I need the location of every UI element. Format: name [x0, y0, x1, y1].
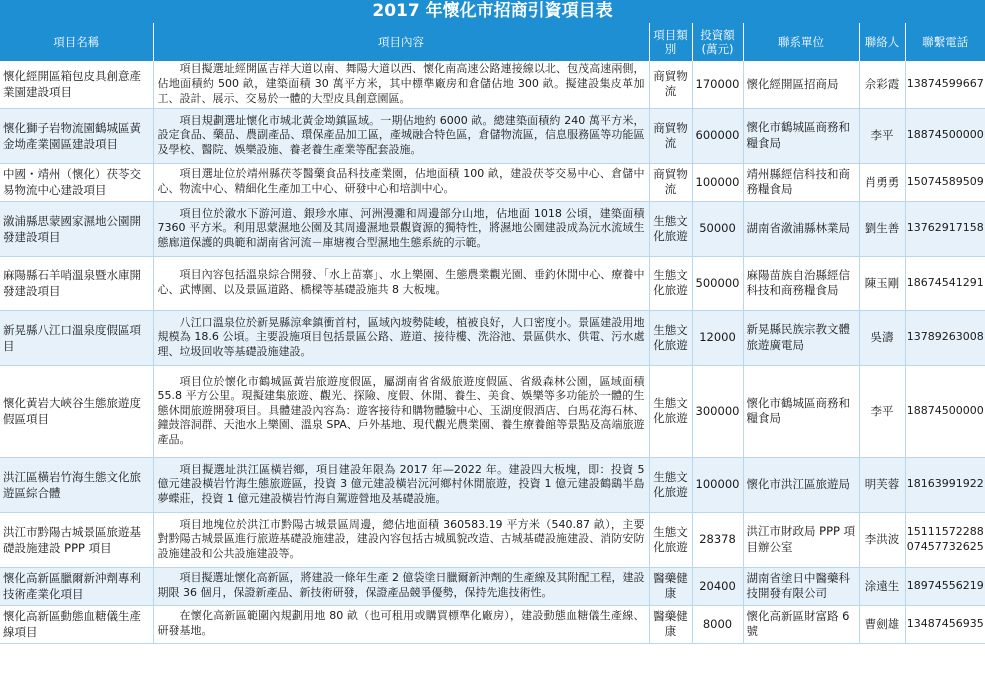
contact-unit: 懷化市鶴城區商務和糧食局	[743, 108, 859, 163]
table-row	[0, 108, 985, 163]
projects-table	[0, 23, 985, 644]
contact-phone: 18163991922	[905, 457, 985, 512]
project-amount: 500000	[692, 256, 743, 310]
contact-phone: 18674541291	[905, 256, 985, 310]
project-amount: 300000	[692, 365, 743, 457]
project-category: 生態文化旅遊	[649, 365, 692, 457]
project-amount: 170000	[692, 61, 743, 108]
project-content: 項目內容包括溫泉綜合開發、「水上苗寨」、水上樂園、生態農業觀光園、垂釣休閒中心、療養中心、武博園、以及景區道路、橋樑等基礎設施共 8 大板塊。	[153, 256, 649, 310]
header-category: 項目類別	[649, 23, 692, 61]
contact-phone: 18974556219	[905, 567, 985, 605]
contact-unit: 懷化經開區招商局	[743, 61, 859, 108]
contact-person: 劉生善	[859, 201, 905, 256]
project-content: 項目擬選址經開區吉祥大道以南、舞陽大道以西、懷化南高速公路連接線以北、包茂高速兩側，佔地面積約 500 畝，建築面積 30 萬平方米，其中標準廠房和倉儲佔地 300 畝。擬建設集皮革加工、設計、展示、交易於一體的大型皮具創意園區。	[153, 61, 649, 108]
project-category: 商貿物流	[649, 61, 692, 108]
project-name: 洪江區橫岩竹海生態文化旅遊區綜合體	[0, 457, 153, 512]
header-name: 項目名稱	[0, 23, 153, 61]
contact-unit: 麻陽苗族自治縣經信科技和商務糧食局	[743, 256, 859, 310]
project-category: 醫藥健康	[649, 605, 692, 643]
contact-phone: 18874500000	[905, 108, 985, 163]
header-unit: 聯系單位	[743, 23, 859, 61]
project-category: 商貿物流	[649, 108, 692, 163]
table-row	[0, 310, 985, 365]
project-category: 生態文化旅遊	[649, 256, 692, 310]
project-category: 醫藥健康	[649, 567, 692, 605]
contact-phone: 13789263008	[905, 310, 985, 365]
contact-phone: 18874500000	[905, 365, 985, 457]
contact-unit: 新晃縣民族宗教文體旅遊廣電局	[743, 310, 859, 365]
contact-person: 李洪波	[859, 512, 905, 567]
project-amount: 20400	[692, 567, 743, 605]
project-content: 項目地塊位於洪江市黔陽古城景區周邊，總佔地面積 360583.19 平方米（540.87 畝），主要對黔陽古城景區進行旅遊基礎設施建設，建設內容包括古城風貌改造、古城基礎設施建設、消防安防設施建設和公共設施建設等。	[153, 512, 649, 567]
project-content: 項目選址位於靖州縣茯苓醫藥食品科技產業園，佔地面積 100 畝，建設茯苓交易中心、倉儲中心、物流中心、精細化生產加工中心、研發中心和培訓中心。	[153, 163, 649, 201]
table-row	[0, 201, 985, 256]
contact-person: 肖勇勇	[859, 163, 905, 201]
project-content: 八江口溫泉位於新晃縣涼傘鎮衝首村，區域內坡勢陡峻，植被良好，人口密度小。景區建設用地規模為 18.6 公頃。主要設施項目包括景區公路、遊道、接待樓、洗浴池、景區供水、供電、污水處理、垃圾回收等基礎設施建設。	[153, 310, 649, 365]
contact-person: 明芙蓉	[859, 457, 905, 512]
page-title: 2017 年懷化市招商引資項目表	[0, 0, 985, 23]
contact-unit: 懷化市洪江區旅遊局	[743, 457, 859, 512]
project-name: 中國・靖州（懷化）茯苓交易物流中心建設項目	[0, 163, 153, 201]
contact-phone: 13874599667	[905, 61, 985, 108]
table-row	[0, 365, 985, 457]
project-category: 生態文化旅遊	[649, 201, 692, 256]
project-content: 項目規劃選址懷化市城北黃金坳鎮區域。一期佔地約 6000 畝。總建築面積約 240 萬平方米，設定食品、藥品、農副產品、環保產品加工區，產城融合特色區，倉儲物流區，信息服務區等功能區及學校、醫院、娛樂設施、養老養生產業等配套設施。	[153, 108, 649, 163]
contact-person: 吳濤	[859, 310, 905, 365]
contact-person: 陳玉剛	[859, 256, 905, 310]
header-phone: 聯繫電話	[905, 23, 985, 61]
contact-phone: 15111572288 07457732625	[905, 512, 985, 567]
project-amount: 50000	[692, 201, 743, 256]
table-row	[0, 256, 985, 310]
project-content: 項目擬選址懷化高新區，將建設一條年生產 2 億袋塗日臘爾新沖劑的生產線及其附配工程，建設期限 36 個月，保證新產品、新技術研發，保證產品競爭優勢，保持先進技術性。	[153, 567, 649, 605]
contact-person: 曹劍雄	[859, 605, 905, 643]
contact-person: 李平	[859, 108, 905, 163]
project-amount: 28378	[692, 512, 743, 567]
contact-phone: 15074589509	[905, 163, 985, 201]
project-name: 漵浦縣思蒙國家濕地公園開發建設項目	[0, 201, 153, 256]
contact-phone: 13487456935	[905, 605, 985, 643]
project-category: 生態文化旅遊	[649, 512, 692, 567]
table-row	[0, 457, 985, 512]
project-amount: 100000	[692, 457, 743, 512]
project-name: 麻陽縣石羊哨溫泉暨水庫開發建設項目	[0, 256, 153, 310]
contact-unit: 洪江市財政局 PPP 項目辦公室	[743, 512, 859, 567]
project-name: 新晃縣八江口溫泉度假區項目	[0, 310, 153, 365]
header-row	[0, 23, 985, 61]
table-row	[0, 163, 985, 201]
project-amount: 100000	[692, 163, 743, 201]
project-category: 生態文化旅遊	[649, 457, 692, 512]
project-content: 在懷化高新區範圍內規劃用地 80 畝（也可租用或購買標準化廠房），建設動態血糖儀生產線、研發基地。	[153, 605, 649, 643]
table-row	[0, 567, 985, 605]
header-amount: 投資額(萬元)	[692, 23, 743, 61]
table-row	[0, 61, 985, 108]
project-content: 項目擬選址洪江區橫岩鄉，項目建設年限為 2017 年—2022 年。建設四大板塊，即：投資 5 億元建設橫岩竹海生態旅遊區，投資 3 億元建設橫岩沅河鄉村休閒旅遊，投資 1 億元建設鶴鷂半島夢蝶莊，投資 1 億元建設橫岩竹海自駕遊營地及基礎設施。	[153, 457, 649, 512]
contact-unit: 湖南省漵浦縣林業局	[743, 201, 859, 256]
project-amount: 12000	[692, 310, 743, 365]
project-amount: 8000	[692, 605, 743, 643]
project-name: 懷化高新區動態血糖儀生產線項目	[0, 605, 153, 643]
contact-unit: 靖州縣經信科技和商務糧食局	[743, 163, 859, 201]
header-contact: 聯絡人	[859, 23, 905, 61]
project-name: 懷化獅子岩物流園鶴城區黃金坳產業園區建設項目	[0, 108, 153, 163]
contact-person: 佘彩霞	[859, 61, 905, 108]
contact-person: 涂遠生	[859, 567, 905, 605]
project-name: 懷化黃岩大峽谷生態旅遊度假區項目	[0, 365, 153, 457]
project-name: 懷化經開區箱包皮具創意產業園建設項目	[0, 61, 153, 108]
contact-person: 李平	[859, 365, 905, 457]
header-content: 項目內容	[153, 23, 649, 61]
table-row	[0, 605, 985, 643]
project-category: 商貿物流	[649, 163, 692, 201]
table-row	[0, 512, 985, 567]
project-content: 項目位於懷化市鶴城區黃岩旅遊度假區，屬湖南省省級旅遊度假區、省級森林公園，區域面積 55.8 平方公里。現擬建集旅遊、觀光、探險、度假、休閒、養生、美食、娛樂等多功能於一體的生態休閒旅遊開發項目。具體建設內容為：遊客接待和購物體驗中心、玉湖度假酒店、白馬花海石林、鐘鼓溶洞群、天池水上樂園、溫泉 SPA、戶外基地、現代觀光農業園、養生療養館等景點及高端旅遊產品。	[153, 365, 649, 457]
project-name: 洪江市黔陽古城景區旅遊基礎設施建設 PPP 項目	[0, 512, 153, 567]
contact-unit: 湖南省塗日中醫藥科技開發有限公司	[743, 567, 859, 605]
project-name: 懷化高新區臘爾新沖劑專利技術產業化項目	[0, 567, 153, 605]
contact-phone: 13762917158	[905, 201, 985, 256]
contact-unit: 懷化市鶴城區商務和糧食局	[743, 365, 859, 457]
project-content: 項目位於漵水下游河道、銀珍水庫、河洲漫灘和周邊部分山地，佔地面 1018 公頃，建築面積 7360 平方米。利用思蒙濕地公園及其周邊濕地景觀資源的獨特性，將濕地公園建設成為沅水流域生態廊道保護的典範和湖南省河流－庫塘複合型濕地生態系統的示範。	[153, 201, 649, 256]
contact-unit: 懷化高新區財富路 6 號	[743, 605, 859, 643]
project-amount: 600000	[692, 108, 743, 163]
project-category: 生態文化旅遊	[649, 310, 692, 365]
